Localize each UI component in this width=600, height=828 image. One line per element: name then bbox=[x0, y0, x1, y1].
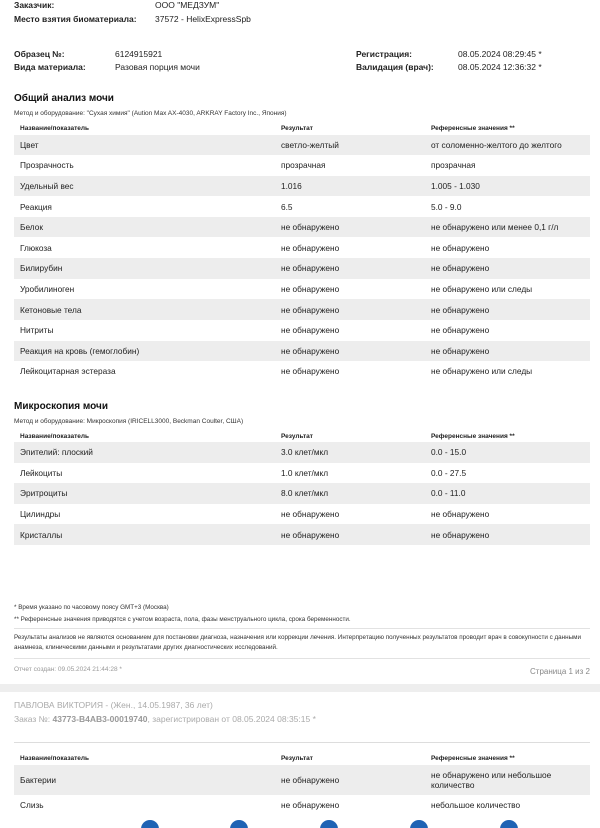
row-result: 1.016 bbox=[281, 180, 302, 191]
table-row bbox=[14, 258, 590, 279]
page2-table-header bbox=[14, 755, 590, 765]
table-row bbox=[14, 196, 590, 217]
divider bbox=[14, 742, 590, 743]
table-row bbox=[14, 279, 590, 300]
row-reference: не обнаружено bbox=[431, 263, 490, 274]
row-reference: не обнаружено bbox=[431, 529, 490, 540]
patient-info: ПАВЛОВА ВИКТОРИЯ - (Жен., 14.05.1987, 36 лет) bbox=[14, 700, 213, 710]
order-number: 43773-B4AB3-00019740 bbox=[52, 714, 148, 724]
site-value: 37572 - HelixExpressSpb bbox=[155, 14, 251, 24]
general-method: Метод и оборудование: "Сухая химия" (Aution Max AX-4030, ARKRAY Factory Inc., Япония) bbox=[14, 110, 287, 117]
row-name: Реакция bbox=[20, 201, 52, 212]
row-name: Лейкоциты bbox=[20, 467, 63, 478]
row-name: Кристаллы bbox=[20, 529, 63, 540]
validation-label: Валидация (врач): bbox=[356, 62, 434, 72]
page-number: Страница 1 из 2 bbox=[530, 667, 590, 676]
table-row bbox=[14, 135, 590, 156]
row-reference: не обнаружено или следы bbox=[431, 283, 533, 294]
sample-label: Образец №: bbox=[14, 49, 65, 59]
material-value: Разовая порция мочи bbox=[115, 62, 200, 72]
row-name: Глюкоза bbox=[20, 242, 52, 253]
row-reference: 5.0 - 9.0 bbox=[431, 201, 462, 212]
row-name: Билирубин bbox=[20, 263, 63, 274]
row-reference: не обнаружено bbox=[431, 242, 490, 253]
row-name: Удельный вес bbox=[20, 180, 74, 191]
material-label: Вида материала: bbox=[14, 62, 86, 72]
row-name: Слизь bbox=[20, 800, 44, 811]
validation-value: 08.05.2024 12:36:32 * bbox=[458, 62, 542, 72]
microscopy-method: Метод и оборудование: Микроскопия (IRICELL3000, Beckman Coulter, США) bbox=[14, 418, 244, 425]
table-row bbox=[14, 463, 590, 484]
row-reference: не обнаружено bbox=[431, 304, 490, 315]
table-row bbox=[14, 299, 590, 320]
row-name: Реакция на кровь (гемоглобин) bbox=[20, 345, 140, 356]
col-result-header: Результат bbox=[281, 433, 313, 440]
row-reference: не обнаружено bbox=[431, 325, 490, 336]
row-reference: прозрачная bbox=[431, 160, 476, 171]
report-page-2 bbox=[0, 692, 600, 828]
row-reference: небольшое количество bbox=[431, 800, 521, 811]
col-reference-header: Референсные значения ** bbox=[431, 433, 515, 440]
row-name: Эритроциты bbox=[20, 488, 68, 499]
row-result: 8.0 клет/мкл bbox=[281, 488, 329, 499]
registration-value: 08.05.2024 08:29:45 * bbox=[458, 49, 542, 59]
row-result: не обнаружено bbox=[281, 325, 340, 336]
row-name: Уробилиноген bbox=[20, 283, 75, 294]
col-reference-header: Референсные значения ** bbox=[431, 125, 515, 132]
row-reference: 1.005 - 1.030 bbox=[431, 180, 480, 191]
row-reference: не обнаружено или менее 0,1 г/л bbox=[431, 222, 559, 233]
row-result: не обнаружено bbox=[281, 509, 340, 520]
table-row bbox=[14, 504, 590, 525]
row-result: не обнаружено bbox=[281, 800, 340, 811]
col-name-header: Название/показатель bbox=[20, 433, 90, 440]
microscopy-title: Микроскопия мочи bbox=[14, 401, 108, 412]
row-reference: не обнаружено или следы bbox=[431, 366, 533, 377]
col-result-header: Результат bbox=[281, 755, 313, 762]
row-result: не обнаружено bbox=[281, 529, 340, 540]
row-result: не обнаружено bbox=[281, 242, 340, 253]
row-name: Белок bbox=[20, 222, 43, 233]
time-note: * Время указано по часовому поясу GMT+3 (Москва) bbox=[14, 604, 169, 611]
row-result: не обнаружено bbox=[281, 222, 340, 233]
row-name: Цилиндры bbox=[20, 509, 61, 520]
row-name: Прозрачность bbox=[20, 160, 74, 171]
site-label: Место взятия биоматериала: bbox=[14, 14, 137, 24]
col-name-header: Название/показатель bbox=[20, 125, 90, 132]
row-reference: не обнаружено bbox=[431, 345, 490, 356]
row-result: 3.0 клет/мкл bbox=[281, 447, 329, 458]
col-reference-header: Референсные значения ** bbox=[431, 755, 515, 762]
row-result: не обнаружено bbox=[281, 304, 340, 315]
row-result: не обнаружено bbox=[281, 775, 340, 785]
row-name: Цвет bbox=[20, 139, 39, 150]
disclaimer: Результаты анализов не являются основанием для постановки диагноза, назначения или коррекции лечения. Интерпретацию полученных результатов проводит врач в совокупности с данными анамнеза, клиническими данными и результатами других диагностических исследований. bbox=[14, 634, 582, 651]
table-row bbox=[14, 442, 590, 463]
row-result: светло-желтый bbox=[281, 139, 339, 150]
table-row bbox=[14, 155, 590, 176]
row-result: не обнаружено bbox=[281, 366, 340, 377]
page-separator bbox=[0, 684, 600, 692]
order-prefix: Заказ №: bbox=[14, 714, 53, 724]
row-name: Бактерии bbox=[20, 775, 56, 785]
row-name: Эпителий: плоский bbox=[20, 447, 93, 458]
row-result: 1.0 клет/мкл bbox=[281, 467, 329, 478]
table-row bbox=[14, 320, 590, 341]
row-result: прозрачная bbox=[281, 160, 326, 171]
general-table-header bbox=[14, 125, 590, 135]
row-reference: от соломенно-желтого до желтого bbox=[431, 139, 562, 150]
sample-value: 6124915921 bbox=[115, 49, 163, 59]
row-reference: не обнаружено bbox=[431, 509, 490, 520]
row-result: не обнаружено bbox=[281, 263, 340, 274]
table-row bbox=[14, 217, 590, 238]
table-row bbox=[14, 483, 590, 504]
divider bbox=[14, 658, 590, 659]
col-result-header: Результат bbox=[281, 125, 313, 132]
customer-value: ООО "МЕДЗУМ" bbox=[155, 0, 220, 10]
divider bbox=[14, 628, 590, 629]
order-suffix: , зарегистрирован от 08.05.2024 08:35:15 * bbox=[147, 714, 316, 724]
row-name: Кетоновые тела bbox=[20, 304, 82, 315]
row-result: 6.5 bbox=[281, 201, 293, 212]
row-result: не обнаружено bbox=[281, 283, 340, 294]
table-row bbox=[14, 238, 590, 259]
row-reference: 0.0 - 11.0 bbox=[431, 488, 466, 499]
row-name: Лейкоцитарная эстераза bbox=[20, 366, 116, 377]
report-created: Отчет создан: 09.05.2024 21:44:28 * bbox=[14, 666, 122, 673]
order-info bbox=[14, 714, 316, 724]
table-row bbox=[14, 341, 590, 362]
col-name-header: Название/показатель bbox=[20, 755, 90, 762]
table-row bbox=[14, 176, 590, 197]
registration-label: Регистрация: bbox=[356, 49, 413, 59]
table-row bbox=[14, 524, 590, 545]
reference-note: ** Референсные значения приводятся с учетом возраста, пола, фазы менструального цикла, срока беременности. bbox=[14, 616, 351, 623]
row-reference: не обнаружено или небольшое количество bbox=[431, 770, 552, 790]
table-row bbox=[14, 361, 590, 382]
general-analysis-title: Общий анализ мочи bbox=[14, 93, 114, 104]
table-row bbox=[14, 795, 590, 816]
row-result: не обнаружено bbox=[281, 345, 340, 356]
table-row bbox=[14, 765, 590, 795]
row-name: Нитриты bbox=[20, 325, 54, 336]
row-reference: 0.0 - 27.5 bbox=[431, 467, 467, 478]
customer-label: Заказчик: bbox=[14, 0, 55, 10]
row-reference: 0.0 - 15.0 bbox=[431, 447, 467, 458]
